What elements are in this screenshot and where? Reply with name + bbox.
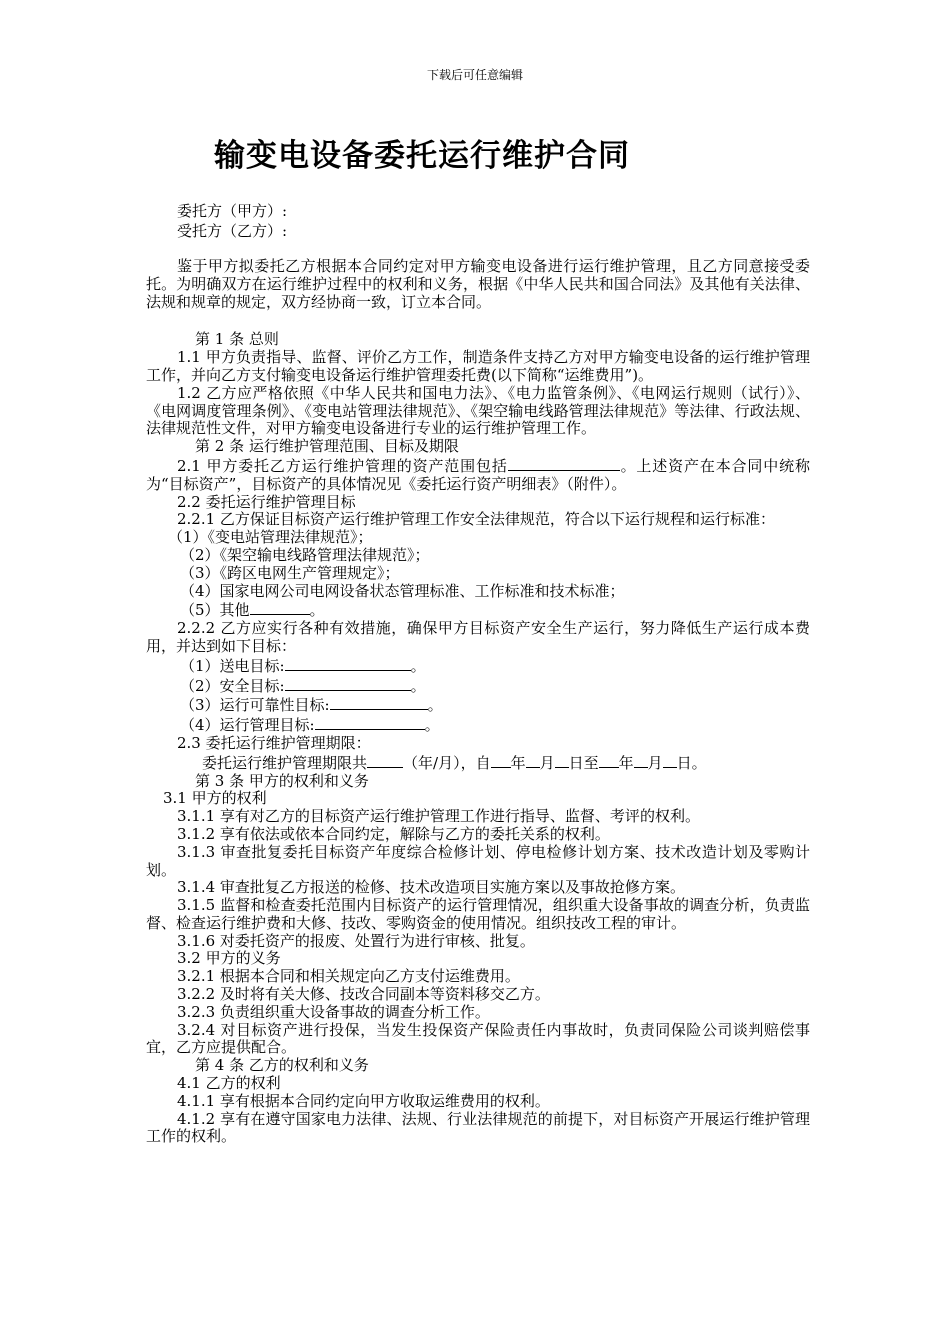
document-title: 输变电设备委托运行维护合同 (214, 138, 630, 174)
term-text-g: 月 (647, 753, 663, 772)
goal-2-period: 。 (410, 676, 426, 695)
standard-item-5-label: （5）其他 (180, 601, 250, 620)
clause-4-1-1: 4.1.1 享有根据本合同约定向甲方收取运维费用的权利。 (177, 1091, 550, 1110)
standard-item-5 (146, 600, 810, 620)
clause-4-1: 4.1 乙方的权利 (177, 1074, 281, 1093)
goal-item-1 (146, 656, 810, 676)
term-text-e: 日至 (568, 753, 599, 772)
clause-2-1 (146, 456, 810, 494)
end-year-blank[interactable] (599, 753, 619, 768)
party-a-label: 委托方（甲方）: (177, 202, 288, 220)
clause-2-3: 2.3 委托运行维护管理期限： (177, 733, 371, 752)
management-goal-blank[interactable] (315, 715, 425, 730)
term-line (146, 753, 810, 773)
term-text-c: 年 (510, 753, 526, 772)
reliability-goal-blank[interactable] (330, 695, 428, 710)
clause-3-2-3: 3.2.3 负责组织重大设备事故的调查分析工作。 (177, 1002, 490, 1021)
term-text-b: （年/月），自 (403, 753, 491, 772)
start-year-blank[interactable] (491, 753, 511, 768)
end-day-blank[interactable] (663, 753, 677, 768)
term-text-f: 年 (618, 753, 634, 772)
clause-1-1: 1.1 甲方负责指导、监督、评价乙方工作，制造条件支持乙方对甲方输变电设备的运行维护管理工作，并向乙方支付输变电设备运行维护管理委托费(以下简称“运维费用”)。 (146, 348, 810, 384)
clause-2-2-2: 2.2.2 乙方应实行各种有效措施，确保甲方目标资产安全生产运行，努力降低生产运行成本费用，并达到如下目标： (146, 619, 810, 655)
goal-2-label: （2）安全目标: (180, 676, 285, 695)
clause-4-1-2: 4.1.2 享有在遵守国家电力法律、法规、行业法律规范的前提下，对目标资产开展运行维护管理工作的权利。 (146, 1109, 810, 1146)
start-day-blank[interactable] (555, 753, 569, 768)
safety-goal-blank[interactable] (285, 676, 411, 691)
goal-item-3 (146, 695, 810, 715)
standard-item-2: （2）《架空输电线路管理法律规范》； (180, 545, 430, 564)
parties-block (177, 201, 287, 241)
goal-item-4 (146, 715, 810, 735)
goal-item-2 (146, 676, 810, 696)
standard-item-1: （1）《变电站管理法律规范》； (168, 528, 373, 547)
transmission-goal-blank[interactable] (285, 656, 411, 671)
clause-3-1-4: 3.1.4 审查批复乙方报送的检修、技术改造项目实施方案以及事故抢修方案。 (177, 878, 685, 897)
clause-3-2: 3.2 甲方的义务 (177, 949, 281, 968)
start-month-blank[interactable] (526, 753, 540, 768)
standard-item-3: （3）《跨区电网生产管理规定》； (180, 563, 400, 582)
term-text-d: 月 (539, 753, 555, 772)
clause-3-1-5: 3.1.5 监督和检查委托范围内目标资产的运行管理情况，组织重大设备事故的调查分析，负责监督、检查运行维护费和大修、技改、零购资金的使用情况。组织技改工程的审计。 (146, 896, 810, 932)
clause-2-2: 2.2 委托运行维护管理目标 (177, 492, 356, 511)
contract-body (146, 258, 810, 1146)
standard-item-5-end: 。 (309, 601, 325, 620)
term-text-h: 日。 (676, 753, 707, 772)
party-b-label: 受托方（乙方）: (177, 222, 288, 240)
goal-1-label: （1）送电目标: (180, 656, 285, 675)
clause-3-1-3: 3.1.3 审查批复委托目标资产年度综合检修计划、停电检修计划方案、技术改造计划及零购计划。 (146, 842, 810, 879)
clause-3-2-2: 3.2.2 及时将有关大修、技改合同副本等资料移交乙方。 (177, 985, 550, 1004)
term-length-blank[interactable] (367, 753, 403, 768)
clause-3-2-1: 3.2.1 根据本合同和相关规定向乙方支付运维费用。 (177, 967, 520, 986)
term-text-a: 委托运行维护管理期限共 (202, 753, 368, 772)
asset-scope-blank[interactable] (508, 456, 620, 471)
article-4-heading: 第 4 条 乙方的权利和义务 (195, 1056, 369, 1075)
goal-3-label: （3）运行可靠性目标: (180, 696, 330, 715)
clause-1-2: 1.2 乙方应严格依照《中华人民共和国电力法》、《电力监管条例》、《电网运行规则（试行）》、《电网调度管理条例》、《变电站管理法律规范》、《架空输电线路管理法律规范》等法律、行政法规、法律规范性文件，对甲方输变电设备进行专业的运行维护管理工作。 (146, 383, 810, 438)
clause-3-2-4: 3.2.4 对目标资产进行投保，当发生投保资产保险责任内事故时，负责同保险公司谈判赔偿事宜，乙方应提供配合。 (146, 1020, 810, 1057)
other-standard-blank[interactable] (250, 600, 310, 615)
clause-3-1-2: 3.1.2 享有依法或依本合同约定，解除与乙方的委托关系的权利。 (177, 824, 610, 843)
standard-item-4: （4）国家电网公司电网设备状态管理标准、工作标准和技术标准； (180, 581, 625, 600)
goal-4-period: 。 (424, 716, 440, 735)
clause-3-1: 3.1 甲方的权利 (163, 789, 267, 808)
page-header: 下载后可任意编辑 (426, 68, 523, 82)
end-month-blank[interactable] (634, 753, 648, 768)
goal-3-period: 。 (427, 696, 443, 715)
clause-2-1-text-a: 2.1 甲方委托乙方运行维护管理的资产范围包括 (177, 456, 508, 475)
goal-4-label: （4）运行管理目标: (180, 716, 315, 735)
clause-3-1-6: 3.1.6 对委托资产的报废、处置行为进行审核、批复。 (177, 931, 535, 950)
article-3-heading: 第 3 条 甲方的权利和义务 (195, 771, 369, 790)
preamble-paragraph: 鉴于甲方拟委托乙方根据本合同约定对甲方输变电设备进行运行维护管理，且乙方同意接受委托。为明确双方在运行维护过程中的权利和义务，根据《中华人民共和国合同法》及其他有关法律、法规和规章的规定，双方经协商一致，订立本合同。 (146, 257, 810, 311)
clause-3-1-1: 3.1.1 享有对乙方的目标资产运行维护管理工作进行指导、监督、考评的权利。 (177, 807, 700, 826)
article-2-heading: 第 2 条 运行维护管理范围、目标及期限 (195, 437, 459, 456)
clause-2-1-text-b: 。上述资产在本合同中统称为“目标资产”，目标资产的具体情况见《委托运行资产明细表》（附件）。 (146, 456, 810, 493)
article-1-heading: 第 1 条 总则 (195, 330, 279, 349)
goal-1-period: 。 (410, 656, 426, 675)
clause-2-2-1: 2.2.1 乙方保证目标资产运行维护管理工作安全法律规范，符合以下运行规程和运行标准： (177, 510, 775, 529)
